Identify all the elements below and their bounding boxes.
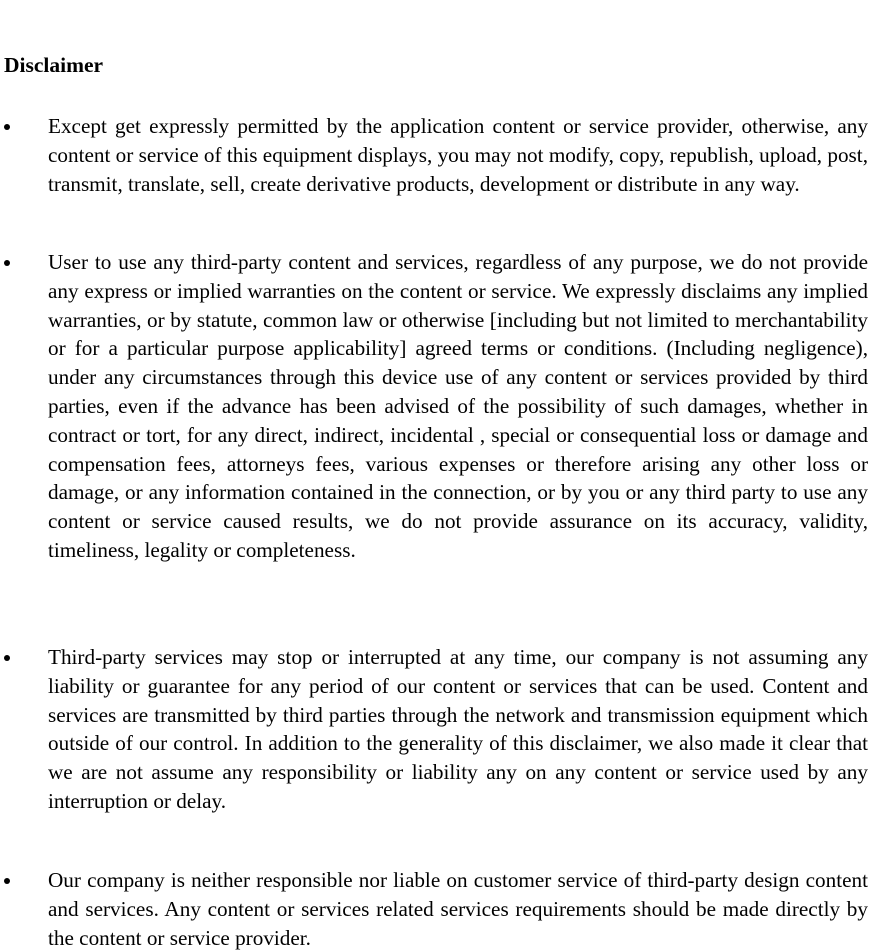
page-title: Disclaimer: [4, 53, 104, 77]
list-item-text: User to use any third-party content and services, regardless of any purpose, we do not provide any express or implied warranties on the content or service. We expressly disclaims any implied warranties, or by statute, common law or otherwise [including but not limited to merchantability or for a particular purpose applicability] agreed terms or conditions. (Including negligence), under any circumstances through this device use of any content or services provided by third parties, even if the advance has been advised of the possibility of such damages, whether in contract or tort, for any direct, indirect, incidental , special or consequential loss or damage and compensation fees, attorneys fees, various expenses or therefore arising any other loss or damage, or any information contained in the connection, or by you or any third party to use any content or service caused results, we do not provide assurance on its accuracy, validity, timeliness, legality or completeness.: [48, 250, 868, 562]
bullet-icon: [4, 260, 10, 266]
list-item-text: Third-party services may stop or interrupted at any time, our company is not assuming any liability or guarantee for any period of our content or services that can be used. Content and services are transmitted by third parties through the network and transmission equipment which outside of our control. In addition to the generality of this disclaimer, we also made it clear that we are not assume any responsibility or liability any on any content or service used by any interruption or delay.: [48, 645, 868, 813]
bullet-icon: [4, 878, 10, 884]
bullet-icon: [4, 655, 10, 661]
list-item-text: Our company is neither responsible nor liable on customer service of third-party design content and services. Any content or services related services requirements should be made directly by the content or service provider.: [48, 868, 868, 950]
list-item-text: Except get expressly permitted by the application content or service provider, otherwise, any content or service of this equipment displays, you may not modify, copy, republish, upload, post, transmit, translate, sell, create derivative products, development or distribute in any way.: [48, 114, 868, 196]
bullet-icon: [4, 124, 10, 130]
